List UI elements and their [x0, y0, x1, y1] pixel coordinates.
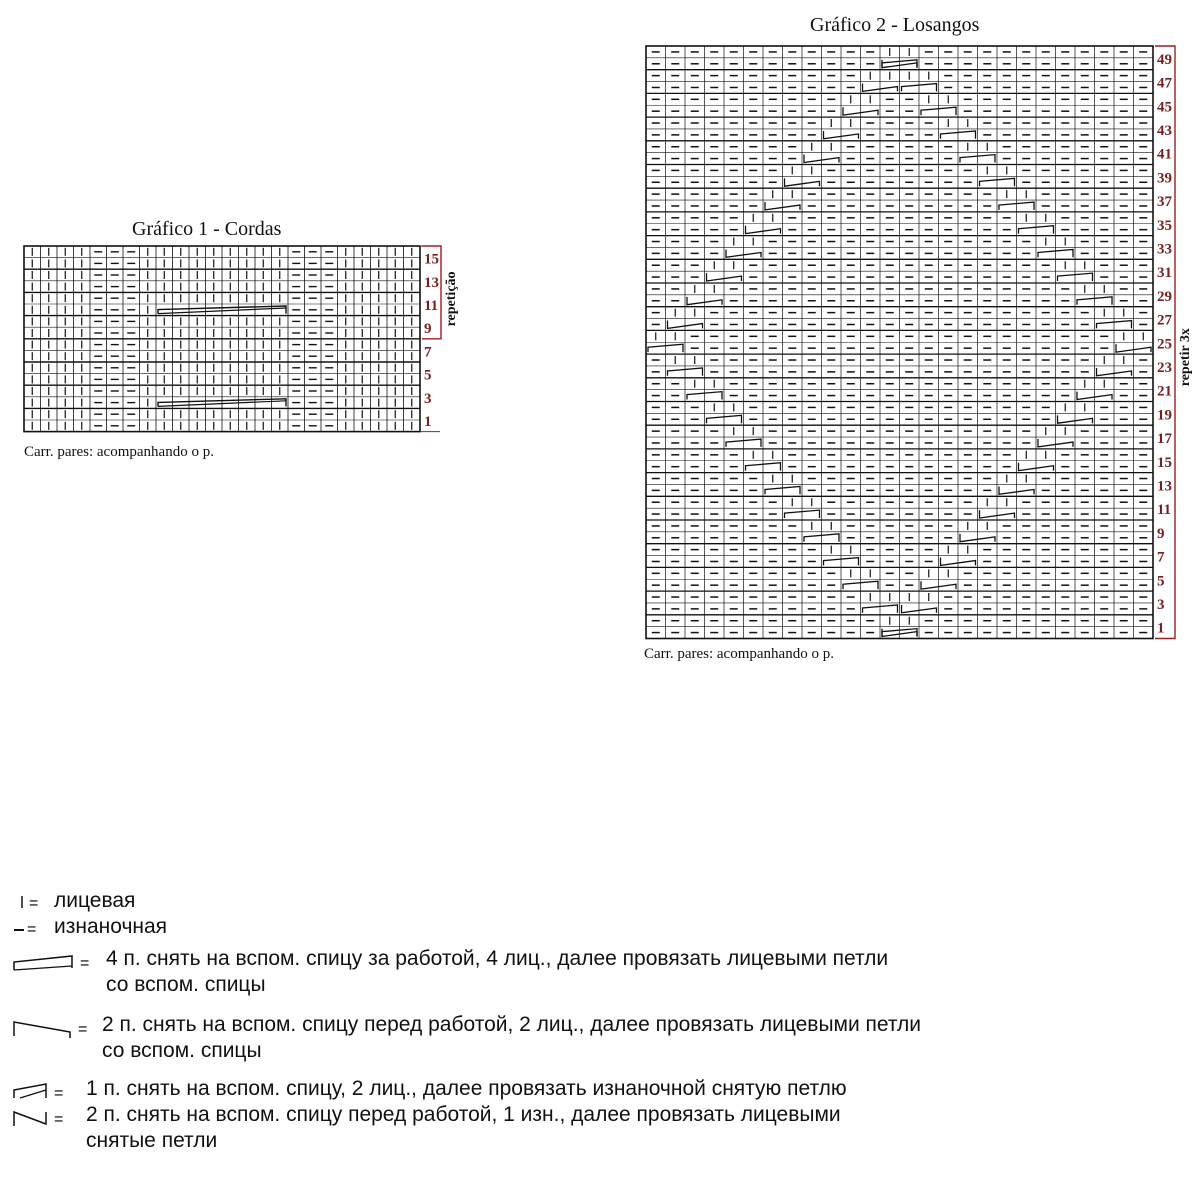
svg-text:=: = [78, 1021, 88, 1038]
chart1-row-number: 13 [424, 274, 439, 291]
chart2-row-number: 5 [1157, 573, 1165, 590]
chart2-repeat-label: repetir 3x [1178, 328, 1193, 387]
chart1-row-number: 9 [424, 321, 432, 338]
chart1-note: Carr. pares: acompanhando o p. [24, 444, 214, 460]
chart2-row-number: 31 [1157, 265, 1172, 282]
chart2-row-number: 21 [1157, 383, 1172, 400]
legend-item-cross-right [10, 1076, 1190, 1102]
chart2-row-number: 23 [1157, 359, 1172, 376]
chart2-row-number: 25 [1157, 336, 1172, 353]
legend-text-cable2-front: 2 п. снять на вспом. спицу перед работой, 2 лиц., далее провязать лицевыми петли [102, 1013, 922, 1036]
cable2-front-symbol-icon [10, 1012, 110, 1040]
chart1-row-number: 3 [424, 390, 432, 407]
chart2-title: Gráfico 2 - Losangos [810, 14, 980, 36]
legend-item-purl [10, 914, 1190, 940]
chart1-row-number: 15 [424, 251, 439, 268]
legend-item-cross-left [10, 1102, 1190, 1156]
chart2-row-number: 3 [1157, 596, 1165, 613]
svg-text:=: = [54, 1085, 64, 1102]
chart2-row-number: 45 [1157, 99, 1172, 116]
chart1-repeat-label: repetição [444, 271, 459, 327]
chart2-note: Carr. pares: acompanhando o p. [644, 646, 834, 662]
cross-right-symbol-icon [10, 1078, 80, 1104]
legend-text-cross-right: 1 п. снять на вспом. спицу, 2 лиц., далее провязать изнаночной снятую петлю [86, 1077, 847, 1100]
chart2-row-number: 15 [1157, 454, 1172, 471]
legend-text-cable4-back: 4 п. снять на вспом. спицу за работой, 4 лиц., далее провязать лицевыми петли [106, 947, 889, 970]
chart1-title: Gráfico 1 - Cordas [132, 218, 282, 240]
svg-text:=: = [29, 895, 39, 912]
purl-symbol-icon [10, 916, 40, 940]
chart2-row-number: 7 [1157, 549, 1165, 566]
legend-text-cable4-back-2: со вспом. спицы [106, 973, 266, 996]
legend-text-cross-left-2: снятые петли [86, 1129, 218, 1152]
legend-item-cable4-back [10, 946, 1190, 1006]
chart2-row-number: 1 [1157, 620, 1165, 637]
chart2-row-number: 29 [1157, 288, 1172, 305]
chart2-row-number: 13 [1157, 478, 1172, 495]
chart2-row-number: 9 [1157, 525, 1165, 542]
legend-text-cable2-front-2: со вспом. спицы [102, 1039, 262, 1062]
legend-item-cable2-front [10, 1010, 1190, 1070]
legend-text-cross-left: 2 п. снять на вспом. спицу перед работой, 1 изн., далее провязать лицевыми [86, 1103, 841, 1126]
chart2-row-number: 35 [1157, 217, 1172, 234]
knit-symbol-icon [10, 890, 40, 914]
chart1-row-number: 7 [424, 344, 432, 361]
legend-text-knit: лицевая [54, 889, 136, 912]
legend-item-knit [10, 888, 1190, 914]
cable4-back-symbol-icon [10, 948, 110, 976]
legend-text-purl: изнаночная [54, 915, 168, 938]
chart2-row-number: 39 [1157, 170, 1172, 187]
chart2-row-number: 33 [1157, 241, 1172, 258]
chart2-row-number: 27 [1157, 312, 1172, 329]
chart1-row-number: 1 [424, 414, 432, 430]
chart2-row-number: 43 [1157, 122, 1172, 139]
chart1-row-number: 11 [424, 298, 439, 314]
svg-text:=: = [54, 1111, 64, 1128]
chart2-row-number: 17 [1157, 431, 1172, 448]
svg-text:=: = [80, 955, 90, 972]
chart1-row-number: 5 [424, 367, 432, 384]
chart2-row-number: 11 [1157, 502, 1172, 519]
chart2-row-number: 47 [1157, 75, 1172, 92]
chart2-row-number: 37 [1157, 194, 1172, 211]
cross-left-symbol-icon [10, 1104, 80, 1130]
legend [10, 888, 1190, 1156]
chart2-row-number: 19 [1157, 407, 1172, 424]
chart2-row-number: 41 [1157, 146, 1172, 163]
chart2-row-number: 49 [1157, 51, 1172, 68]
svg-text:=: = [27, 921, 37, 938]
